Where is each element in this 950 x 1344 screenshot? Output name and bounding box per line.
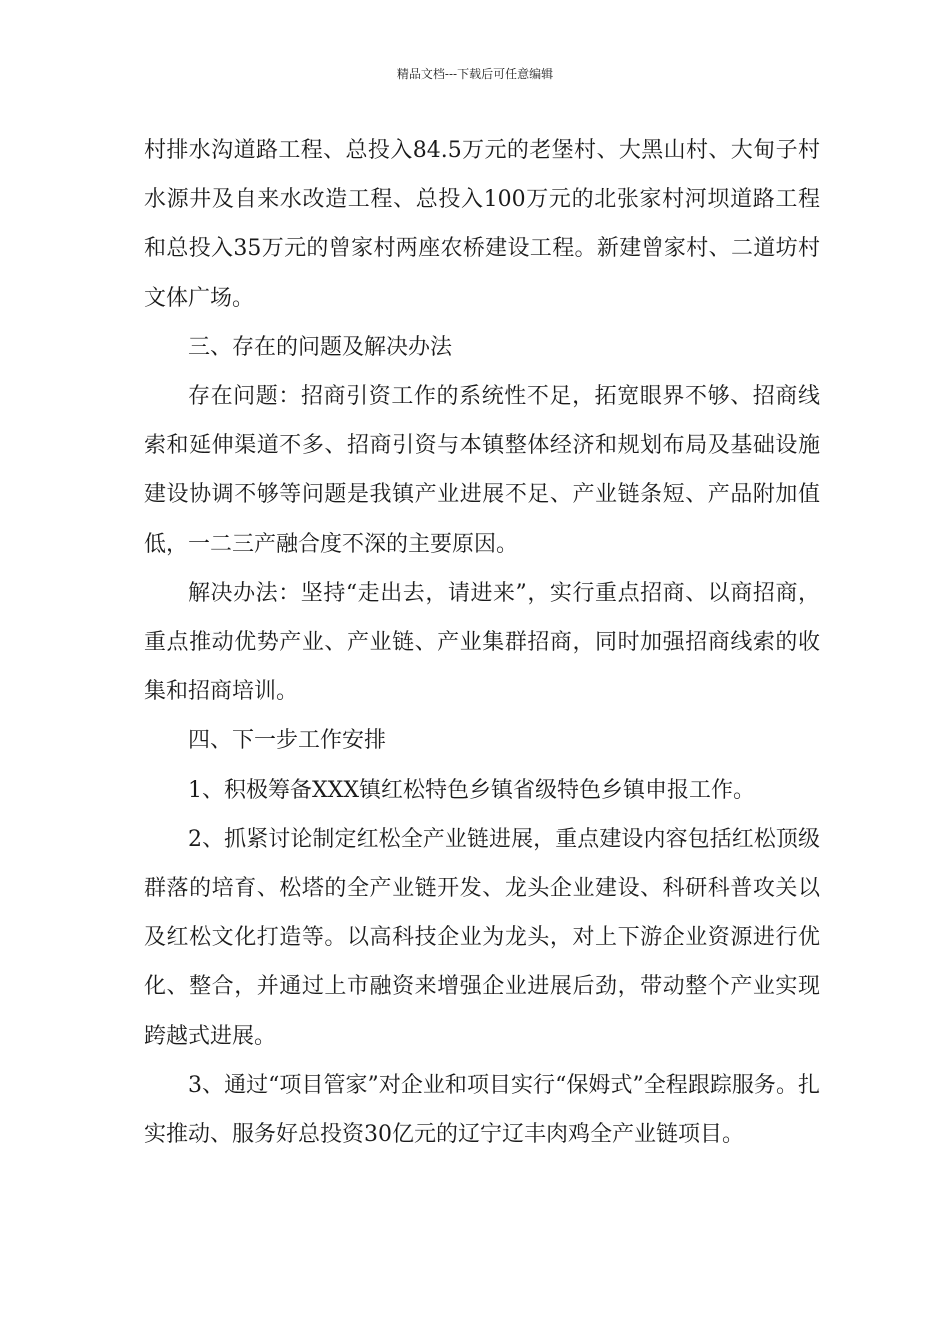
section-heading-4: 四、下一步工作安排 [188,728,387,754]
paragraph-1: 村排水沟道路工程、总投入84.5万元的老堡村、大黑山村、大甸子村水源井及自来水改造工程、总投入100万元的北张家村河坝道路工程和总投入35万元的曾家村两座农桥建设工程。新建曾家村、二道坊村文体广场。 [144,138,820,311]
document-body [144,126,820,1159]
list-item-2: 2、抓紧讨论制定红松全产业链进展，重点建设内容包括红松顶级群落的培育、松塔的全产业链开发、龙头企业建设、科研科普攻关以及红松文化打造等。以高科技企业为龙头，对上下游企业资源进行优化、整合，并通过上市融资来增强企业进展后劲，带动整个产业实现跨越式进展。 [144,826,820,1049]
paragraph-problems: 存在问题：招商引资工作的系统性不足，拓宽眼界不够、招商线索和延伸渠道不多、招商引资与本镇整体经济和规划布局及基础设施建设协调不够等问题是我镇产业进展不足、产业链条短、产品附加值低，一二三产融合度不深的主要原因。 [144,384,820,557]
page-header: 精品文档---下载后可任意编辑 [396,67,554,81]
list-item-3: 3、通过“项目管家”对企业和项目实行“保姆式”全程跟踪服务。扎实推动、服务好总投资30亿元的辽宁辽丰肉鸡全产业链项目。 [144,1072,820,1148]
section-heading-3: 三、存在的问题及解决办法 [188,334,453,360]
list-item-1: 1、积极筹备XXX镇红松特色乡镇省级特色乡镇申报工作。 [188,777,755,803]
paragraph-solutions: 解决办法：坚持“走出去，请进来”，实行重点招商、以商招商，重点推动优势产业、产业链、产业集群招商，同时加强招商线索的收集和招商培训。 [144,580,820,705]
